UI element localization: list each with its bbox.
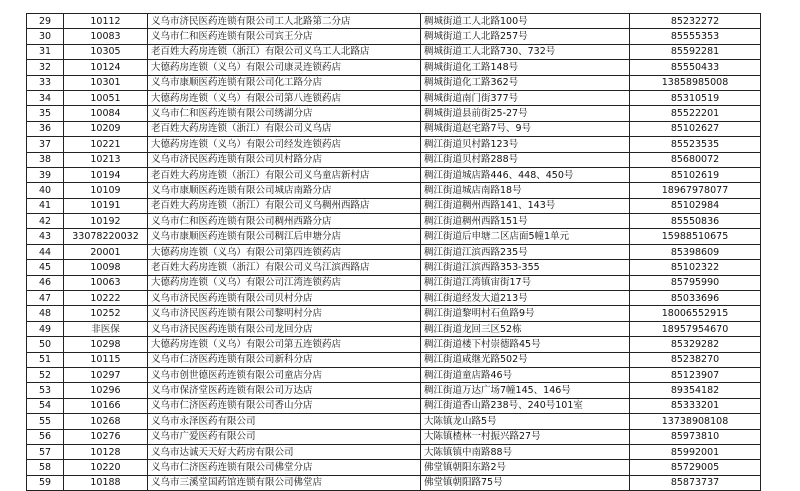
pharmacy-address: 稠江街道稠州西路151号: [421, 214, 630, 229]
table-row: [27, 352, 761, 367]
pharmacy-address: 稠江街道江滨西路353-355: [421, 260, 630, 275]
table-row: [27, 275, 761, 290]
row-number: 50: [27, 337, 64, 352]
pharmacy-code: 10109: [64, 183, 148, 198]
pharmacy-name: 大德药房连锁（义乌）有限公司经发连锁药店: [148, 137, 421, 152]
pharmacy-address: 稠江街道童店路46号: [421, 367, 630, 382]
row-number: 33: [27, 75, 64, 90]
pharmacy-code: 非医保: [64, 321, 148, 336]
pharmacy-phone: 85102984: [630, 198, 761, 213]
pharmacy-phone: 85232272: [630, 14, 761, 29]
table-row: [27, 321, 761, 336]
pharmacy-code: 20001: [64, 244, 148, 259]
pharmacy-name: 老百姓大药房连锁（浙江）有限公司义乌江滨西路店: [148, 260, 421, 275]
pharmacy-address: 稠江街道江湾镇宙街17号: [421, 275, 630, 290]
pharmacy-address: 稠江街道楼下村崇德路45号: [421, 337, 630, 352]
pharmacy-address: 稠城街道赵宅路7号、9号: [421, 121, 630, 136]
row-number: 43: [27, 229, 64, 244]
pharmacy-code: 33078220032: [64, 229, 148, 244]
table-row: [27, 60, 761, 75]
pharmacy-code: 10276: [64, 429, 148, 444]
pharmacy-address: 稠江街道贝村路123号: [421, 137, 630, 152]
pharmacy-address: 稠江街道贝村路288号: [421, 152, 630, 167]
pharmacy-name: 大德药房连锁（义乌）有限公司第八连锁药店: [148, 90, 421, 105]
pharmacy-address: 稠江街道香山路238号、240号101室: [421, 398, 630, 413]
pharmacy-name: 老百姓大药房连锁（浙江）有限公司义乌工人北路店: [148, 44, 421, 59]
pharmacy-code: 10305: [64, 44, 148, 59]
pharmacy-phone: 85310519: [630, 90, 761, 105]
pharmacy-name: 老百姓大药房连锁（浙江）有限公司义乌童店新村店: [148, 167, 421, 182]
pharmacy-address: 稠江街道经发大道213号: [421, 291, 630, 306]
pharmacy-phone: 85123907: [630, 367, 761, 382]
pharmacy-code: 10166: [64, 398, 148, 413]
row-number: 45: [27, 260, 64, 275]
row-number: 40: [27, 183, 64, 198]
row-number: 51: [27, 352, 64, 367]
pharmacy-phone: 85873737: [630, 475, 761, 490]
pharmacy-phone: 85680072: [630, 152, 761, 167]
pharmacy-name: 义乌市仁和医药连锁有限公司绣湖分店: [148, 106, 421, 121]
pharmacy-address: 稠江街道稠州西路141、143号: [421, 198, 630, 213]
table-row: [27, 460, 761, 475]
row-number: 39: [27, 167, 64, 182]
pharmacy-name: 大德药房连锁（义乌）有限公司康灵连锁药店: [148, 60, 421, 75]
pharmacy-name: 义乌市永泽医药有限公司: [148, 414, 421, 429]
pharmacy-address: 稠城街道南门街377号: [421, 90, 630, 105]
pharmacy-code: 10301: [64, 75, 148, 90]
row-number: 41: [27, 198, 64, 213]
pharmacy-address: 稠江街道万达广场7幢145、146号: [421, 383, 630, 398]
pharmacy-name: 义乌市康顺医药连锁有限公司城店南路分店: [148, 183, 421, 198]
table-row: [27, 229, 761, 244]
table-row: [27, 444, 761, 459]
pharmacy-address: 稠江街道龙回三区52栋: [421, 321, 630, 336]
table-row: [27, 106, 761, 121]
pharmacy-phone: 89354182: [630, 383, 761, 398]
row-number: 32: [27, 60, 64, 75]
pharmacy-name: 大德药房连锁（义乌）有限公司江湾连锁药店: [148, 275, 421, 290]
table-row: [27, 29, 761, 44]
pharmacy-name: 义乌市保济堂医药连锁有限公司万达店: [148, 383, 421, 398]
pharmacy-code: 10112: [64, 14, 148, 29]
pharmacy-address: 稠城街道化工路148号: [421, 60, 630, 75]
table-row: [27, 121, 761, 136]
table-row: [27, 244, 761, 259]
pharmacy-name: 义乌市广爱医药有限公司: [148, 429, 421, 444]
pharmacy-phone: 15988510675: [630, 229, 761, 244]
row-number: 56: [27, 429, 64, 444]
pharmacy-phone: 18957954670: [630, 321, 761, 336]
pharmacy-address: 佛堂镇朝阳路75号: [421, 475, 630, 490]
pharmacy-code: 10298: [64, 337, 148, 352]
pharmacy-name: 义乌市三溪堂国药馆连锁有限公司佛堂店: [148, 475, 421, 490]
pharmacy-code: 10188: [64, 475, 148, 490]
table-row: [27, 414, 761, 429]
pharmacy-phone: 85973810: [630, 429, 761, 444]
row-number: 36: [27, 121, 64, 136]
pharmacy-phone: 85550836: [630, 214, 761, 229]
pharmacy-code: 10221: [64, 137, 148, 152]
row-number: 42: [27, 214, 64, 229]
pharmacy-address: 稠江街道黎明村石鱼路9号: [421, 306, 630, 321]
row-number: 57: [27, 444, 64, 459]
pharmacy-code: 10098: [64, 260, 148, 275]
row-number: 46: [27, 275, 64, 290]
pharmacy-phone: 85992001: [630, 444, 761, 459]
pharmacy-code: 10051: [64, 90, 148, 105]
pharmacy-phone: 85592281: [630, 44, 761, 59]
pharmacy-address: 稠城街道工人北路257号: [421, 29, 630, 44]
pharmacy-code: 10191: [64, 198, 148, 213]
table-row: [27, 90, 761, 105]
pharmacy-phone: 13738908108: [630, 414, 761, 429]
pharmacy-name: 义乌市济民医药连锁有限公司龙回分店: [148, 321, 421, 336]
row-number: 54: [27, 398, 64, 413]
pharmacy-code: 10063: [64, 275, 148, 290]
row-number: 30: [27, 29, 64, 44]
pharmacy-name: 老百姓大药房连锁（浙江）有限公司义乌店: [148, 121, 421, 136]
pharmacy-name: 义乌市康顺医药连锁有限公司稠江后申塘分店: [148, 229, 421, 244]
pharmacy-phone: 18967978077: [630, 183, 761, 198]
table-row: [27, 14, 761, 29]
pharmacy-name: 义乌市济民医药连锁有限公司贝村分店: [148, 291, 421, 306]
pharmacy-phone: 85550433: [630, 60, 761, 75]
pharmacy-code: 10222: [64, 291, 148, 306]
row-number: 34: [27, 90, 64, 105]
pharmacy-code: 10124: [64, 60, 148, 75]
row-number: 29: [27, 14, 64, 29]
pharmacy-name: 义乌市创世德医药连锁有限公司童店分店: [148, 367, 421, 382]
row-number: 55: [27, 414, 64, 429]
table-row: [27, 75, 761, 90]
pharmacy-code: 10297: [64, 367, 148, 382]
pharmacy-phone: 85795990: [630, 275, 761, 290]
pharmacy-phone: 85102322: [630, 260, 761, 275]
pharmacy-code: 10220: [64, 460, 148, 475]
table-row: [27, 137, 761, 152]
pharmacy-address: 稠城街道工人北路100号: [421, 14, 630, 29]
pharmacy-name: 义乌市仁济医药连锁有限公司佛堂分店: [148, 460, 421, 475]
pharmacy-code: 10084: [64, 106, 148, 121]
pharmacy-phone: 85555353: [630, 29, 761, 44]
pharmacy-name: 义乌市济民医药连锁有限公司贝村路分店: [148, 152, 421, 167]
pharmacy-phone: 85033696: [630, 291, 761, 306]
pharmacy-name: 义乌市达诚天天好大药房有限公司: [148, 444, 421, 459]
row-number: 35: [27, 106, 64, 121]
pharmacy-address: 稠江街道城店路446、448、450号: [421, 167, 630, 182]
pharmacy-code: 10268: [64, 414, 148, 429]
pharmacy-address: 稠城街道工人北路730、732号: [421, 44, 630, 59]
pharmacy-address: 稠江街道咸继光路502号: [421, 352, 630, 367]
row-number: 31: [27, 44, 64, 59]
pharmacy-code: 10213: [64, 152, 148, 167]
pharmacy-phone: 85522201: [630, 106, 761, 121]
pharmacy-name: 老百姓大药房连锁（浙江）有限公司义乌稠州西路店: [148, 198, 421, 213]
pharmacy-address: 大陈镇镇中南路88号: [421, 444, 630, 459]
table-row: [27, 291, 761, 306]
pharmacy-name: 大德药房连锁（义乌）有限公司第五连锁药店: [148, 337, 421, 352]
row-number: 44: [27, 244, 64, 259]
table-row: [27, 260, 761, 275]
table-row: [27, 337, 761, 352]
pharmacy-name: 义乌市仁济医药连锁有限公司香山分店: [148, 398, 421, 413]
pharmacy-name: 义乌市康顺医药连锁有限公司化工路分店: [148, 75, 421, 90]
row-number: 58: [27, 460, 64, 475]
row-number: 48: [27, 306, 64, 321]
pharmacy-table: [26, 13, 761, 491]
row-number: 59: [27, 475, 64, 490]
pharmacy-phone: 85333201: [630, 398, 761, 413]
pharmacy-code: 10192: [64, 214, 148, 229]
pharmacy-code: 10128: [64, 444, 148, 459]
pharmacy-address: 大陈镇楂林一村振兴路27号: [421, 429, 630, 444]
pharmacy-address: 佛堂镇朝阳东路2号: [421, 460, 630, 475]
pharmacy-phone: 85102619: [630, 167, 761, 182]
pharmacy-address: 稠江街道城店南路18号: [421, 183, 630, 198]
table-row: [27, 183, 761, 198]
pharmacy-name: 大德药房连锁（义乌）有限公司第四连锁药店: [148, 244, 421, 259]
pharmacy-name: 义乌市济民医药连锁有限公司工人北路第二分店: [148, 14, 421, 29]
pharmacy-address: 稠江街道后申塘二区店面5幢1单元: [421, 229, 630, 244]
pharmacy-phone: 85238270: [630, 352, 761, 367]
pharmacy-name: 义乌市济民医药连锁有限公司黎明村分店: [148, 306, 421, 321]
pharmacy-code: 10083: [64, 29, 148, 44]
pharmacy-phone: 85102627: [630, 121, 761, 136]
pharmacy-address: 稠城街道县前街25-27号: [421, 106, 630, 121]
pharmacy-phone: 13858985008: [630, 75, 761, 90]
table-row: [27, 398, 761, 413]
row-number: 37: [27, 137, 64, 152]
pharmacy-name: 义乌市仁济医药连锁有限公司新科分店: [148, 352, 421, 367]
pharmacy-code: 10209: [64, 121, 148, 136]
table-row: [27, 152, 761, 167]
table-row: [27, 198, 761, 213]
pharmacy-address: 稠城街道化工路362号: [421, 75, 630, 90]
pharmacy-phone: 18006552915: [630, 306, 761, 321]
row-number: 49: [27, 321, 64, 336]
row-number: 52: [27, 367, 64, 382]
table-row: [27, 429, 761, 444]
table-row: [27, 167, 761, 182]
pharmacy-code: 10296: [64, 383, 148, 398]
row-number: 47: [27, 291, 64, 306]
table-row: [27, 475, 761, 490]
pharmacy-phone: 85729005: [630, 460, 761, 475]
pharmacy-code: 10194: [64, 167, 148, 182]
pharmacy-name: 义乌市仁和医药连锁有限公司宾王分店: [148, 29, 421, 44]
pharmacy-phone: 85329282: [630, 337, 761, 352]
pharmacy-address: 稠江街道江滨西路235号: [421, 244, 630, 259]
table-row: [27, 44, 761, 59]
table-body: [27, 14, 761, 491]
row-number: 38: [27, 152, 64, 167]
pharmacy-code: 10115: [64, 352, 148, 367]
pharmacy-name: 义乌市仁和医药连锁有限公司稠州西路分店: [148, 214, 421, 229]
pharmacy-phone: 85398609: [630, 244, 761, 259]
row-number: 53: [27, 383, 64, 398]
table-row: [27, 214, 761, 229]
table-row: [27, 306, 761, 321]
pharmacy-code: 10252: [64, 306, 148, 321]
pharmacy-phone: 85523535: [630, 137, 761, 152]
table-row: [27, 367, 761, 382]
table-row: [27, 383, 761, 398]
pharmacy-address: 大陈镇龙山路5号: [421, 414, 630, 429]
